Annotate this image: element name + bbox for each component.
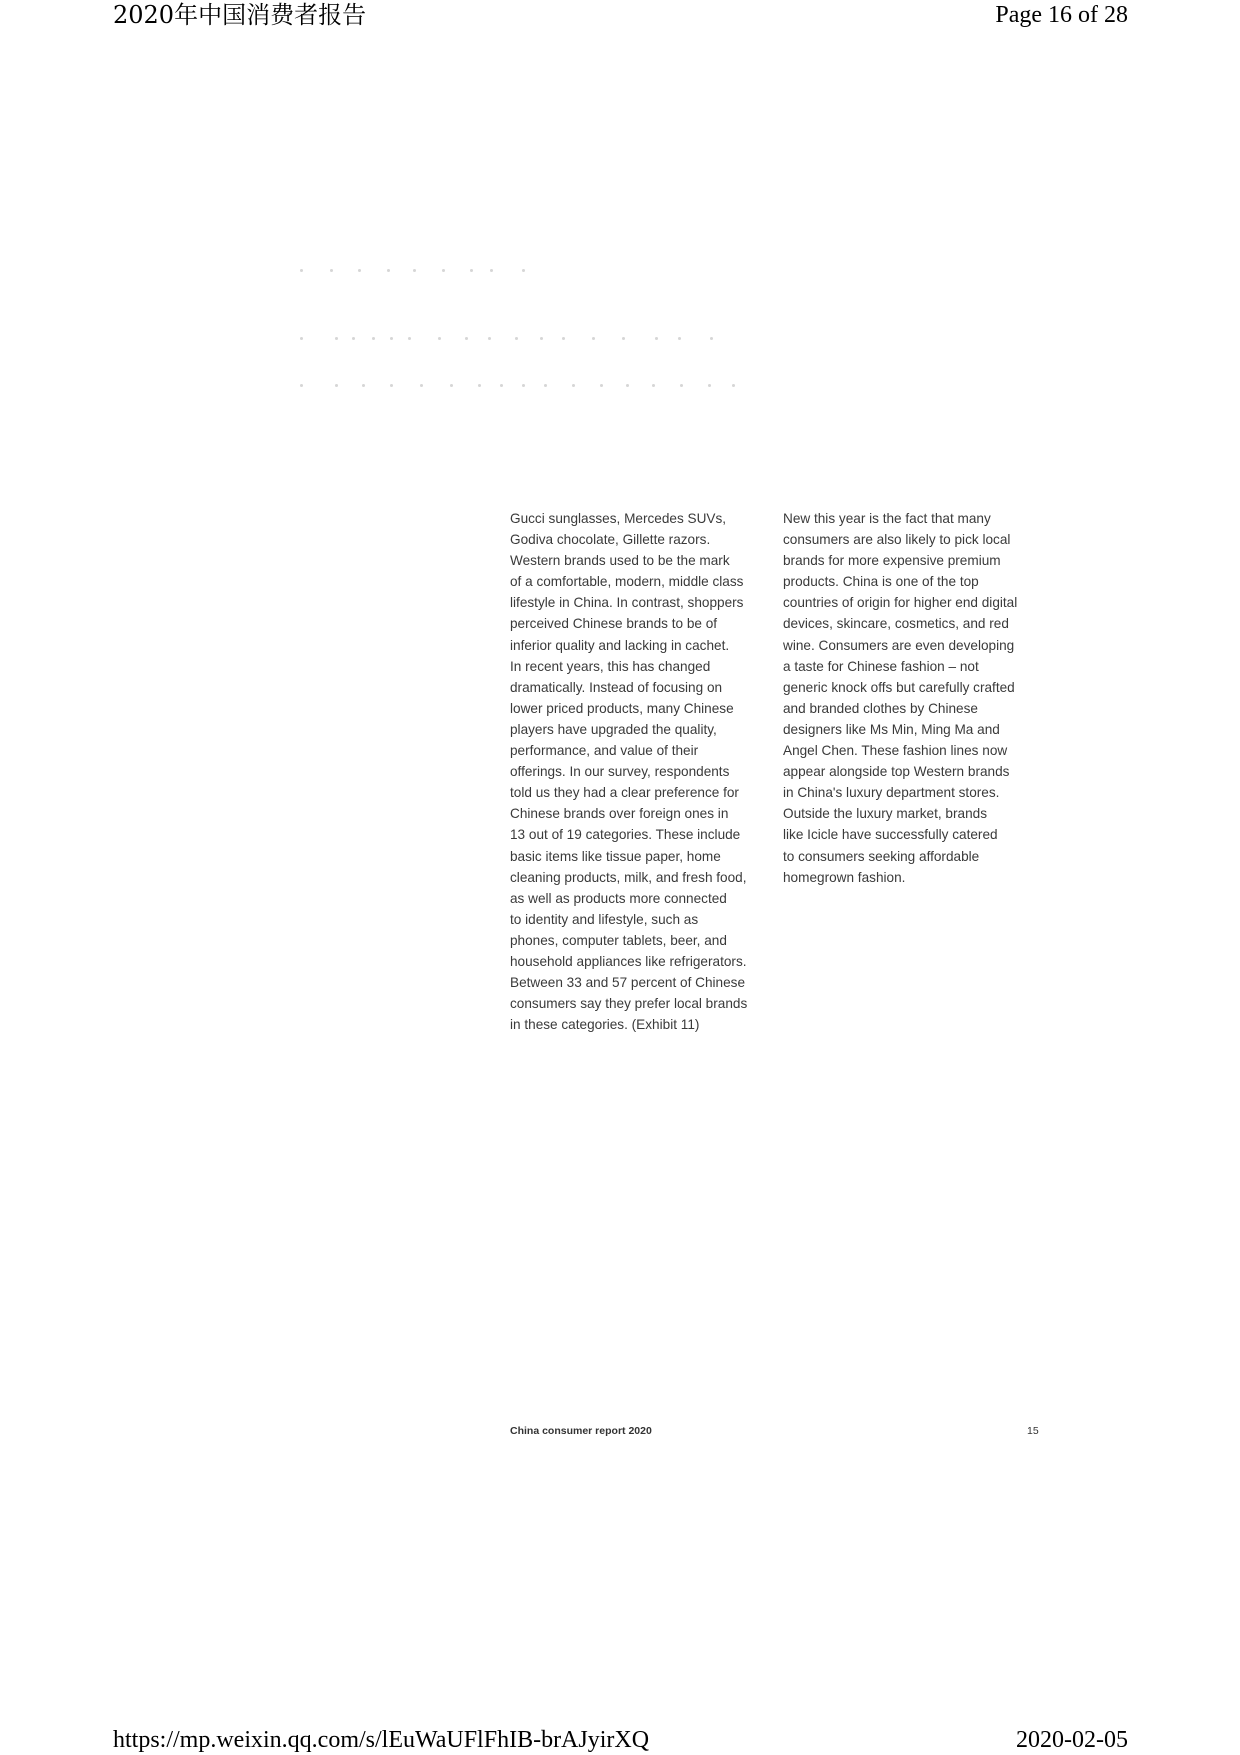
decorative-dot	[732, 384, 735, 387]
decorative-dot	[708, 384, 711, 387]
document-page-number: 15	[1027, 1425, 1039, 1437]
faint-dot-row-2	[300, 337, 720, 341]
decorative-dot	[544, 384, 547, 387]
decorative-dot	[420, 384, 423, 387]
decorative-dot	[390, 337, 393, 340]
decorative-dot	[652, 384, 655, 387]
decorative-dot	[465, 337, 468, 340]
decorative-dot	[330, 269, 333, 272]
faint-dot-row-1	[300, 269, 540, 273]
decorative-dot	[387, 269, 390, 272]
print-header-page-label: Page 16 of 28	[995, 2, 1128, 28]
print-header-title: 2020年中国消费者报告	[113, 1, 367, 29]
decorative-dot	[300, 269, 303, 272]
decorative-dot	[442, 269, 445, 272]
decorative-dot	[522, 384, 525, 387]
decorative-dot	[562, 337, 565, 340]
print-footer-url: https://mp.weixin.qq.com/s/lEuWaUFlFhIB-brAJyirXQ	[113, 1727, 650, 1753]
decorative-dot	[710, 337, 713, 340]
decorative-dot	[488, 337, 491, 340]
document-footer-title: China consumer report 2020	[510, 1425, 652, 1437]
decorative-dot	[500, 384, 503, 387]
decorative-dot	[680, 384, 683, 387]
decorative-dot	[390, 384, 393, 387]
decorative-dot	[335, 337, 338, 340]
decorative-dot	[352, 337, 355, 340]
decorative-dot	[678, 337, 681, 340]
decorative-dot	[438, 337, 441, 340]
decorative-dot	[540, 337, 543, 340]
decorative-dot	[572, 384, 575, 387]
faint-dot-row-3	[300, 384, 740, 388]
article-right-column: New this year is the fact that many consumers are also likely to pick local brands for more expensive premium products. China is one of the top countries of origin for higher end digital devices, skincare, cosmetics, and red wine. Consumers are even developing a taste for Chinese fashion – not generic knock offs but carefully crafted and branded clothes by Chinese designers like Ms Min, Ming Ma and Angel Chen. These fashion lines now appear alongside top Western brands in China's luxury department stores. Outside the luxury market, brands like Icicle have successfully catered to consumers seeking affordable homegrown fashion.	[783, 511, 1018, 885]
decorative-dot	[478, 384, 481, 387]
decorative-dot	[655, 337, 658, 340]
decorative-dot	[300, 337, 303, 340]
decorative-dot	[592, 337, 595, 340]
decorative-dot	[300, 384, 303, 387]
decorative-dot	[522, 269, 525, 272]
decorative-dot	[626, 384, 629, 387]
decorative-dot	[413, 269, 416, 272]
decorative-dot	[622, 337, 625, 340]
decorative-dot	[470, 269, 473, 272]
decorative-dot	[335, 384, 338, 387]
decorative-dot	[450, 384, 453, 387]
decorative-dot	[362, 384, 365, 387]
decorative-dot	[515, 337, 518, 340]
decorative-dot	[372, 337, 375, 340]
article-left-column: Gucci sunglasses, Mercedes SUVs, Godiva chocolate, Gillette razors. Western brands used to be the mark of a comfortable, modern, middle class lifestyle in China. In contrast, shoppers perceived Chinese brands to be of inferior quality and lacking in cachet. In recent years, this has changed dramatically. Instead of focusing on lower priced products, many Chinese players have upgraded the quality, performance, and value of their offerings. In our survey, respondents told us they had a clear preference for Chinese brands over foreign ones in 13 out of 19 categories. These include basic items like tissue paper, home cleaning products, milk, and fresh food, as well as products more connected to identity and lifestyle, such as phones, computer tablets, beer, and household appliances like refrigerators. Between 33 and 57 percent of Chinese consumers say they prefer local brands in these categories. (Exhibit 11)	[510, 511, 748, 1033]
decorative-dot	[408, 337, 411, 340]
decorative-dot	[490, 269, 493, 272]
print-footer-date: 2020-02-05	[1016, 1727, 1128, 1753]
decorative-dot	[600, 384, 603, 387]
decorative-dot	[358, 269, 361, 272]
